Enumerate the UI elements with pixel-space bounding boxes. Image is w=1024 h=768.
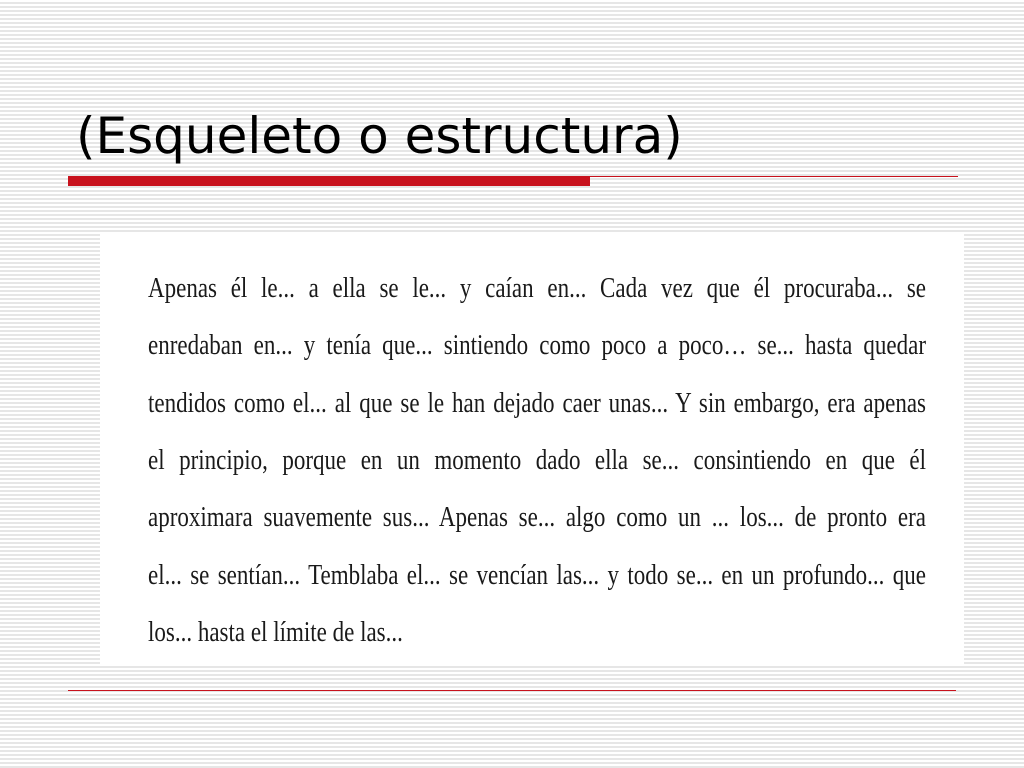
title-underline-accent xyxy=(68,176,590,186)
footer-rule xyxy=(68,690,956,691)
slide-title: (Esqueleto o estructura) xyxy=(76,107,683,165)
passage-line: el principio, porque en un momento dado ella se... consintiendo en que él xyxy=(148,444,926,476)
passage-line: el... se sentían... Temblaba el... se vencían las... y todo se... en un profundo... que xyxy=(148,559,926,591)
passage-line: aproximara suavemente sus... Apenas se... algo como un ... los... de pronto era xyxy=(148,501,926,533)
text-passage-image xyxy=(100,232,964,664)
passage-line: enredaban en... y tenía que... sintiendo como poco a poco… se... hasta quedar xyxy=(148,329,926,361)
passage-line: los... hasta el límite de las... xyxy=(148,616,403,648)
title-underline-rule xyxy=(590,176,958,177)
passage-line: tendidos como el... al que se le han dejado caer unas... Y sin embargo, era apenas xyxy=(148,387,926,419)
passage-line: Apenas él le... a ella se le... y caían en... Cada vez que él procuraba... se xyxy=(148,272,926,304)
